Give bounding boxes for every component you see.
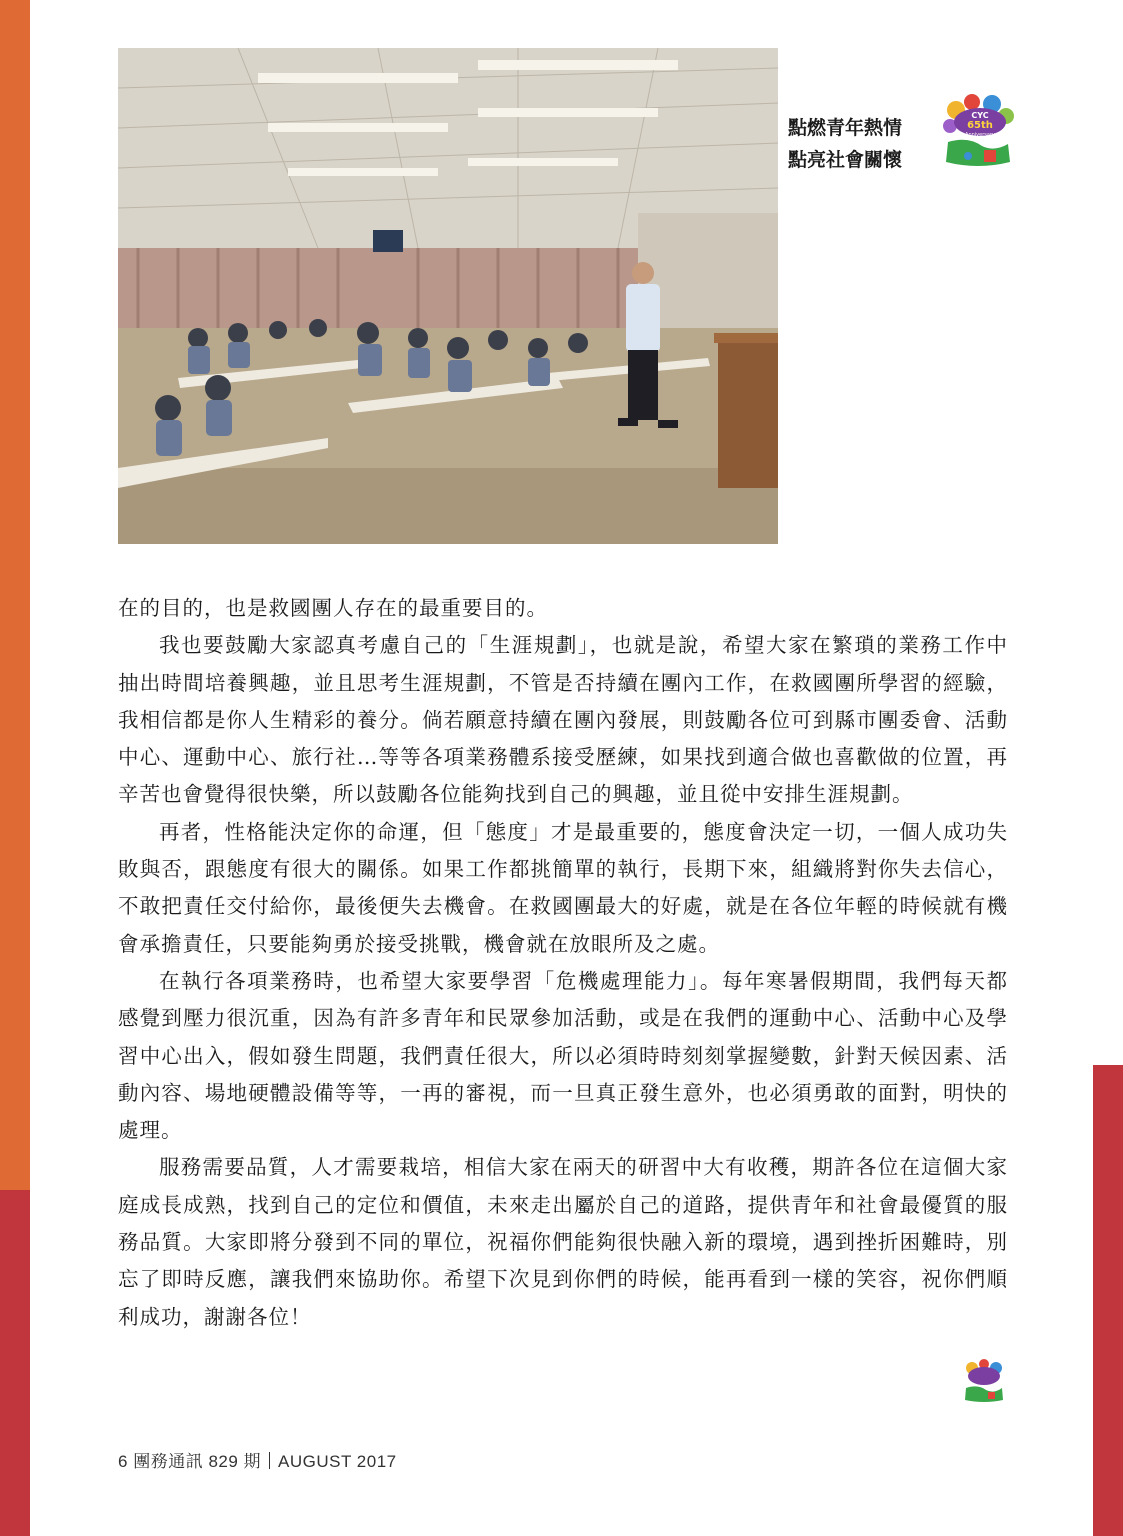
article-paragraph-2: 我也要鼓勵大家認真考慮自己的「生涯規劃」，也就是說，希望大家在繁瑣的業務工作中抽出時間培養興趣，並且思考生涯規劃，不管是否持續在團內工作，在救國團所學習的經驗，我相信都是你人生精彩的養分。倘若願意持續在團內發展，則鼓勵各位可到縣市團委會、活動中心、運動中心、旅行社…等等各項業務體系接受歷練，如果找到適合做也喜歡做的位置，再辛苦也會覺得很快樂，所以鼓勵各位能夠找到自己的興趣，並且從中安排生涯規劃。 <box>118 633 1008 807</box>
left-accent-bar-red <box>0 1190 30 1536</box>
left-accent-bar-orange <box>0 0 30 1190</box>
publication-name: 團務通訊 <box>133 1452 204 1471</box>
slogan-line-1: 點燃青年熱情 <box>788 117 903 139</box>
classroom-photo <box>118 48 778 544</box>
issue-number: 829 期 <box>208 1452 262 1471</box>
slogan <box>788 112 938 176</box>
footer-separator <box>269 1452 270 1469</box>
cyc-65th-anniversary-logo-icon <box>938 92 1018 170</box>
article-paragraph-4: 在執行各項業務時，也希望大家要學習「危機處理能力」。每年寒暑假期間，我們每天都感覺到壓力很沉重，因為有許多青年和民眾參加活動，或是在我們的運動中心、活動中心及學習中心出入，假如發生問題，我們責任很大，所以必須時時刻刻掌握變數，針對天候因素、活動內容、場地硬體設備等等，一再的審視，而一旦真正發生意外，也必須勇敢的面對，明快的處理。 <box>118 968 1008 1143</box>
logo-text-bottom: Anniversary <box>965 132 995 138</box>
article-paragraph-1: 在的目的，也是救國團人存在的最重要目的。 <box>118 596 548 620</box>
page-number: 6 <box>118 1452 128 1471</box>
issue-date: AUGUST 2017 <box>278 1452 397 1471</box>
article-body <box>118 590 1008 1336</box>
right-accent-bar-red <box>1093 1065 1123 1536</box>
article-paragraph-3: 再者，性格能決定你的命運，但「態度」才是最重要的，態度會決定一切，一個人成功失敗與否，跟態度有很大的關係。如果工作都挑簡單的執行，長期下來，組織將對你失去信心，不敢把責任交付給你，最後便失去機會。在救國團最大的好處，就是在各位年輕的時候就有機會承擔責任，只要能夠勇於接受挑戰，機會就在放眼所及之處。 <box>118 819 1008 956</box>
slogan-line-2: 點亮社會關懷 <box>788 149 903 171</box>
logo-text-top: CYC <box>971 111 989 120</box>
cyc-small-logo-icon <box>960 1356 1008 1404</box>
article-paragraph-5: 服務需要品質，人才需要栽培，相信大家在兩天的研習中大有收穫，期許各位在這個大家庭成長成熟，找到自己的定位和價值，未來走出屬於自己的道路，提供青年和社會最優質的服務品質。大家即將分發到不同的單位，祝福你們能夠很快融入新的環境，遇到挫折困難時，別忘了即時反應，讓我們來協助你。希望下次見到你們的時候，能再看到一樣的笑容，祝你們順利成功，謝謝各位！ <box>118 1155 1008 1329</box>
logo-text-mid: 65th <box>967 120 993 131</box>
page-footer <box>118 1447 397 1472</box>
